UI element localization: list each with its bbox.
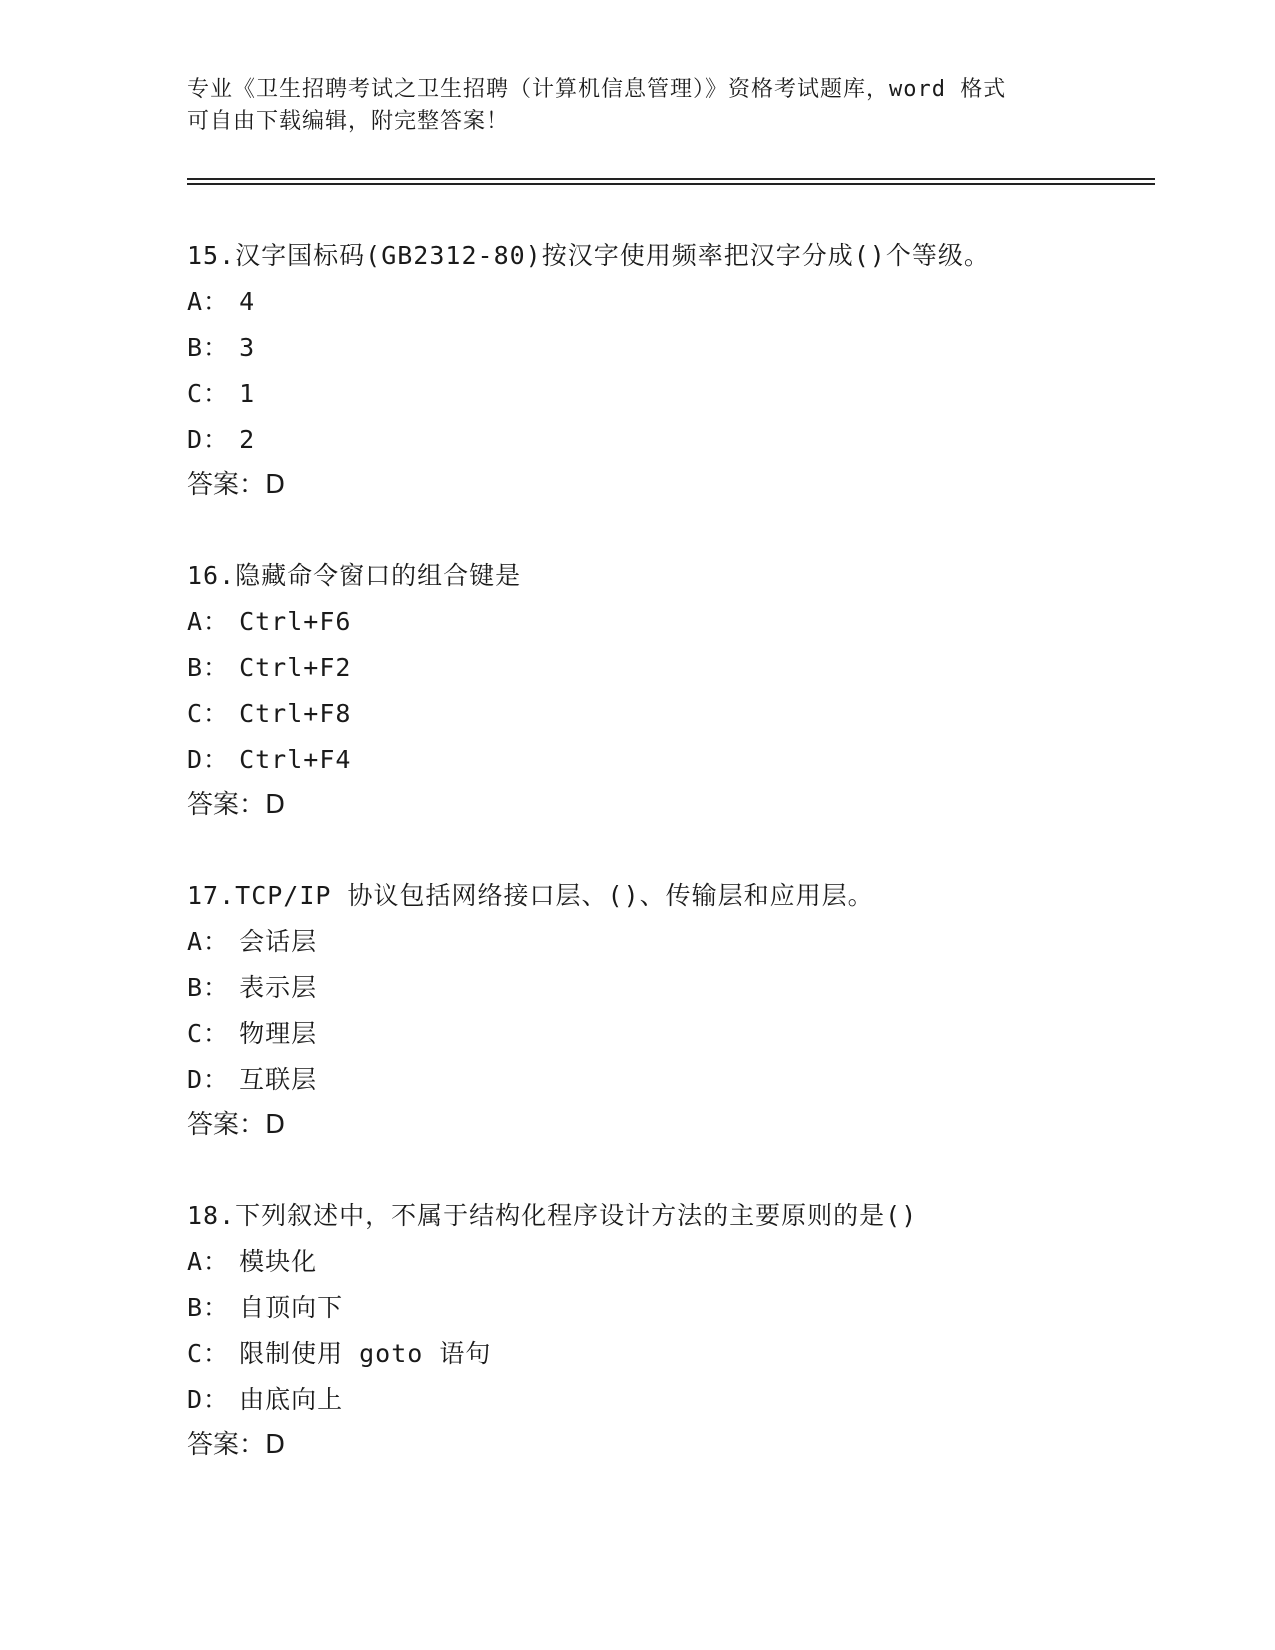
option-letter: C：: [187, 1019, 230, 1048]
option-text: 互联层: [239, 1065, 318, 1094]
option-a: [187, 599, 1167, 645]
option-text: Ctrl+F6: [239, 607, 352, 636]
option-letter: A：: [187, 287, 230, 316]
option-text: 1: [239, 379, 256, 408]
option-letter: B：: [187, 973, 230, 1002]
option-c: [187, 1331, 1167, 1377]
option-letter: A：: [187, 927, 230, 956]
header-line-1: 专业《卫生招聘考试之卫生招聘（计算机信息管理）》资格考试题库，word 格式: [187, 77, 1007, 102]
option-letter: D：: [187, 1065, 230, 1094]
option-text: 会话层: [239, 927, 318, 956]
option-letter: D：: [187, 1385, 230, 1414]
question-16: [187, 553, 1167, 827]
option-text: 自顶向下: [239, 1293, 344, 1322]
option-letter: C：: [187, 699, 230, 728]
header-divider-bottom: [187, 183, 1155, 185]
option-text: 限制使用 goto 语句: [239, 1339, 492, 1368]
option-letter: A：: [187, 607, 230, 636]
option-letter: A：: [187, 1247, 230, 1276]
option-text: 2: [239, 425, 256, 454]
question-18: [187, 1193, 1167, 1467]
option-d: [187, 1057, 1167, 1103]
question-stem: 16.隐藏命令窗口的组合键是: [187, 561, 522, 590]
question-stem: 17.TCP/IP 协议包括网络接口层、()、传输层和应用层。: [187, 881, 874, 910]
option-letter: C：: [187, 1339, 230, 1368]
option-letter: C：: [187, 379, 230, 408]
question-stem: 18.下列叙述中，不属于结构化程序设计方法的主要原则的是(): [187, 1201, 918, 1230]
option-text: Ctrl+F4: [239, 745, 352, 774]
option-b: [187, 965, 1167, 1011]
option-b: [187, 645, 1167, 691]
option-letter: B：: [187, 653, 230, 682]
option-text: 表示层: [239, 973, 318, 1002]
document-header: [187, 74, 1087, 138]
header-divider-top: [187, 178, 1155, 180]
option-c: [187, 691, 1167, 737]
option-a: [187, 279, 1167, 325]
answer-line: 答案：D: [187, 790, 286, 820]
option-text: 由底向上: [239, 1385, 344, 1414]
option-text: 4: [239, 287, 256, 316]
option-b: [187, 325, 1167, 371]
option-c: [187, 1011, 1167, 1057]
header-line-2: 可自由下载编辑，附完整答案！: [187, 109, 510, 134]
option-d: [187, 1377, 1167, 1423]
option-letter: B：: [187, 333, 230, 362]
option-text: Ctrl+F8: [239, 699, 352, 728]
answer-line: 答案：D: [187, 1110, 286, 1140]
option-letter: D：: [187, 425, 230, 454]
question-15: [187, 233, 1167, 507]
answer-line: 答案：D: [187, 1430, 286, 1460]
question-stem: 15.汉字国标码(GB2312-80)按汉字使用频率把汉字分成()个等级。: [187, 241, 990, 270]
option-d: [187, 737, 1167, 783]
option-text: 物理层: [239, 1019, 318, 1048]
answer-line: 答案：D: [187, 470, 286, 500]
option-text: 模块化: [239, 1247, 318, 1276]
option-text: 3: [239, 333, 256, 362]
option-c: [187, 371, 1167, 417]
option-b: [187, 1285, 1167, 1331]
question-17: [187, 873, 1167, 1147]
option-letter: D：: [187, 745, 230, 774]
option-d: [187, 417, 1167, 463]
option-letter: B：: [187, 1293, 230, 1322]
option-a: [187, 1239, 1167, 1285]
option-text: Ctrl+F2: [239, 653, 352, 682]
option-a: [187, 919, 1167, 965]
